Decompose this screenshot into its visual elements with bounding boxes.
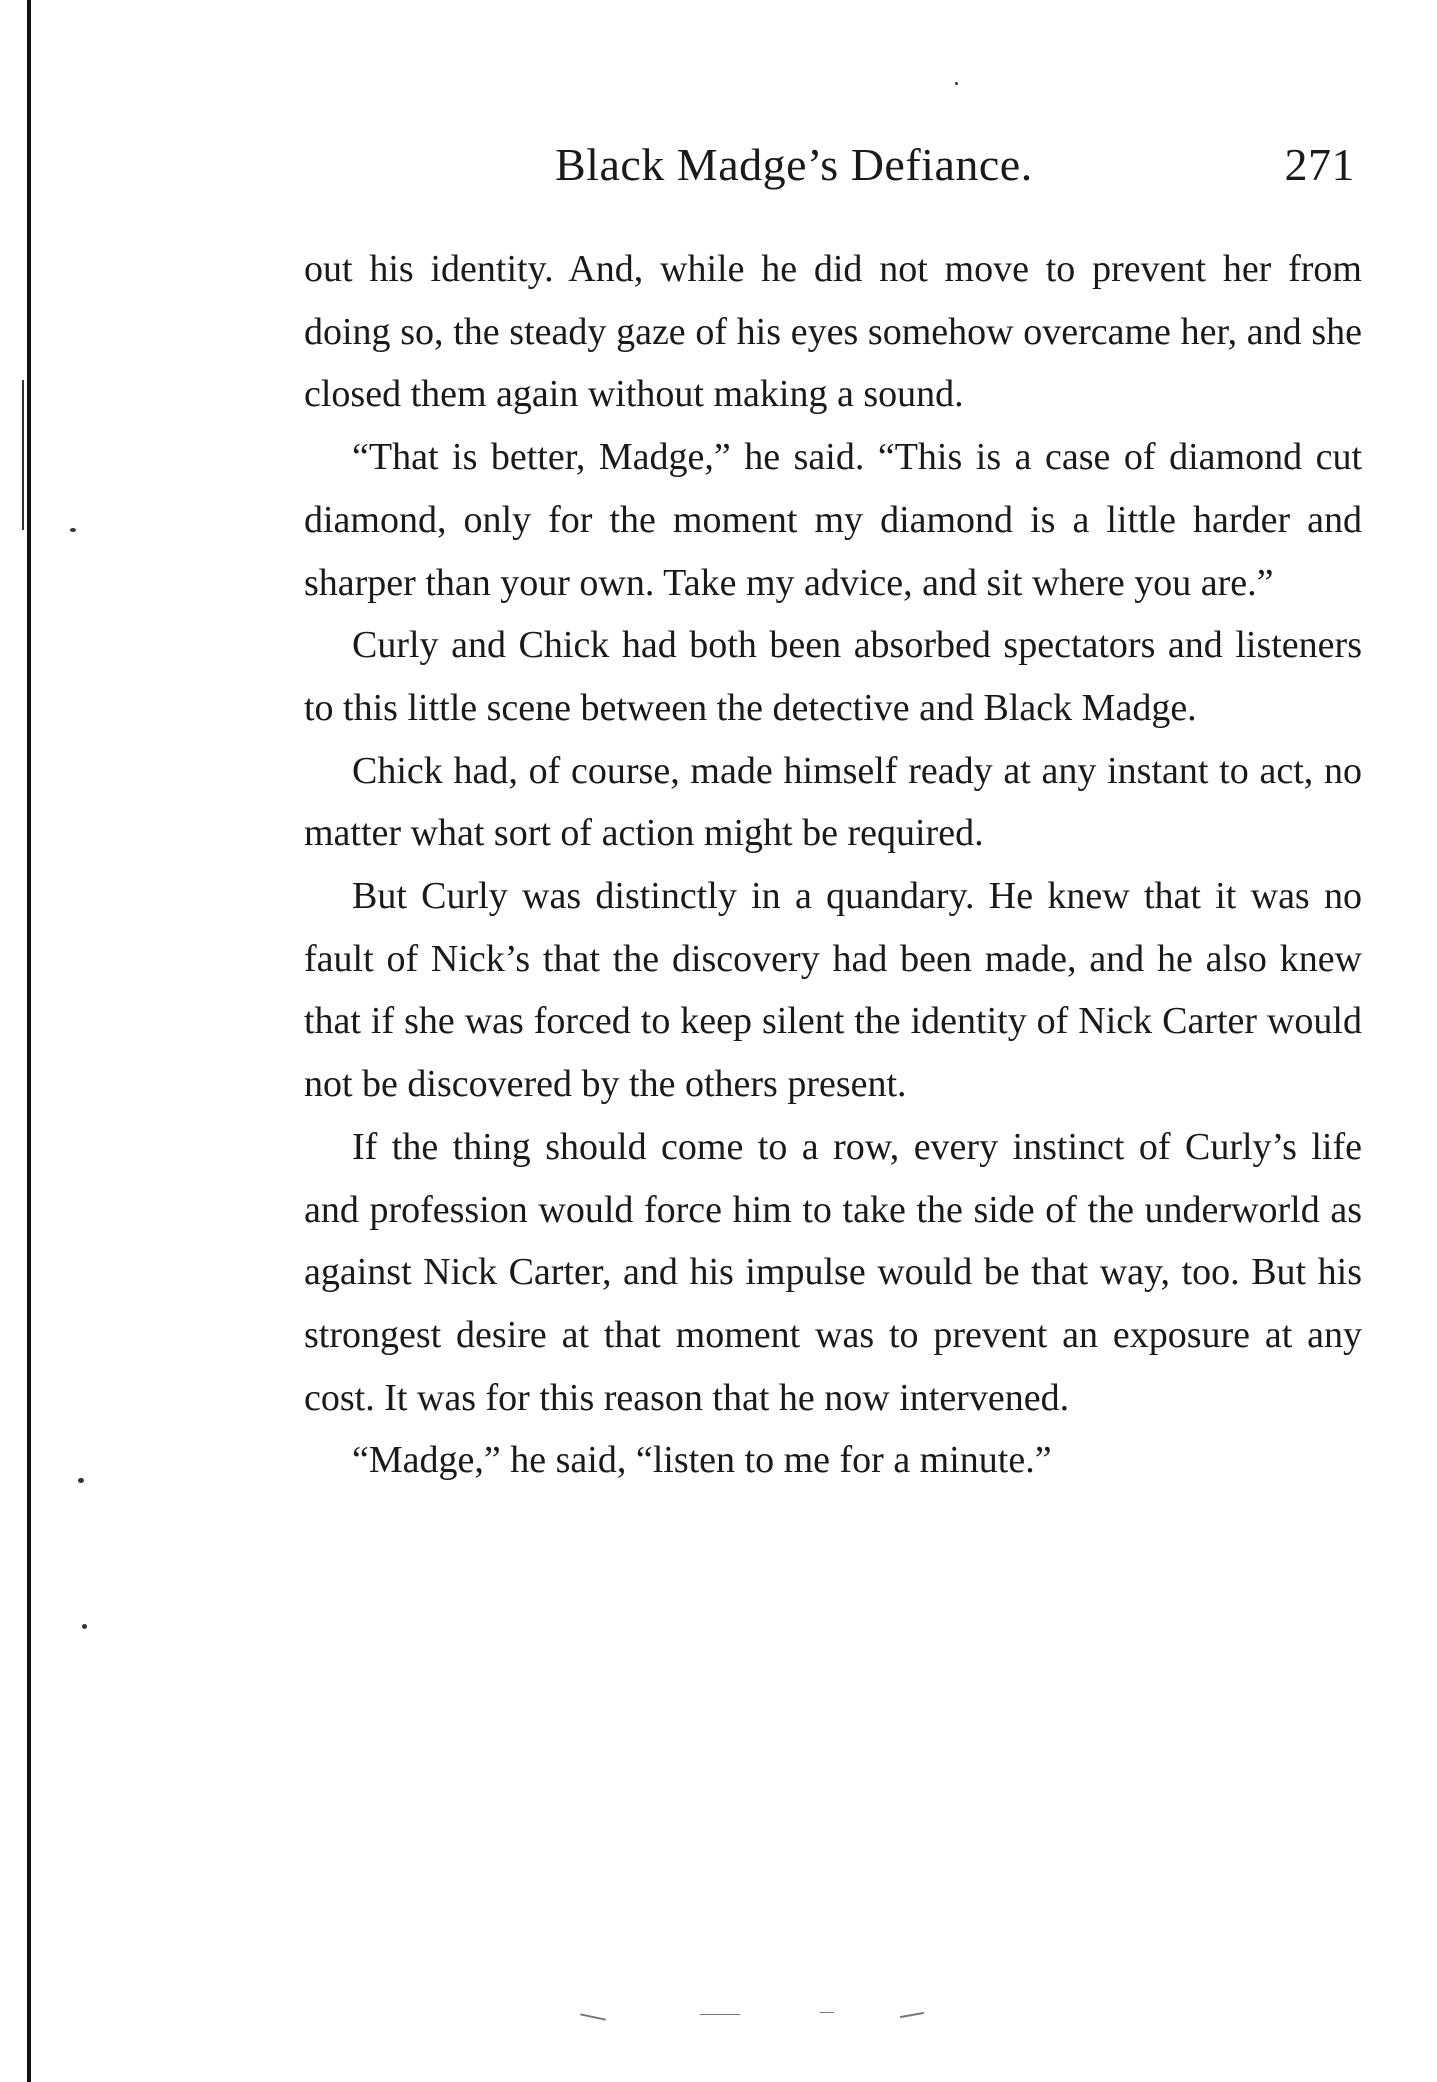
- paragraph: out his identity. And, while he did not move to prevent her from doing so, the steady gaze of his eyes somehow overcame her, and she closed them again without making a sound.: [304, 248, 1362, 416]
- scan-speck: [70, 528, 76, 532]
- running-head: [555, 138, 1355, 198]
- running-title: Black Madge’s Defiance.: [555, 139, 1033, 190]
- paragraph: Curly and Chick had both been absorbed spectators and listeners to this little scene between the detective and Black Madge.: [304, 624, 1362, 729]
- paragraph: Chick had, of course, made himself ready at any instant to act, no matter what sort of action might be required.: [304, 749, 1362, 855]
- scan-speck: [955, 82, 958, 85]
- smudge-mark: [700, 2014, 740, 2015]
- binding-edge-line: [27, 0, 31, 2082]
- paragraph: “Madge,” he said, “listen to me for a minute.”: [352, 1439, 1052, 1482]
- scan-speck: [82, 1624, 87, 1629]
- smudge-mark: [580, 2013, 606, 2020]
- binding-edge-mark: [22, 380, 24, 530]
- scan-speck: [78, 1478, 84, 1483]
- smudge-mark: [900, 2012, 924, 2018]
- paragraph: “That is better, Madge,” he said. “This is a case of diamond cut diamond, only for the moment my diamond is a little harder and sharper than your own. Take my advice, and sit where you are.”: [304, 436, 1362, 604]
- page-number: 271: [1284, 139, 1355, 190]
- smudge-mark: [820, 2012, 834, 2013]
- paragraph: But Curly was distinctly in a quandary. He knew that it was no fault of Nick’s that the discovery had been made, and he also knew that if she was forced to keep silent the identity of Nick Carter would not be discovered by the others present.: [304, 875, 1362, 1106]
- paragraph: If the thing should come to a row, every instinct of Curly’s life and profession would force him to take the side of the underworld as against Nick Carter, and his impulse would be that way, too. But his strongest desire at that moment was to prevent an exposure at any cost. It was for this reason that he now intervened.: [304, 1125, 1362, 1419]
- footer-smudge: [580, 2010, 940, 2030]
- body-text: [304, 238, 1362, 1492]
